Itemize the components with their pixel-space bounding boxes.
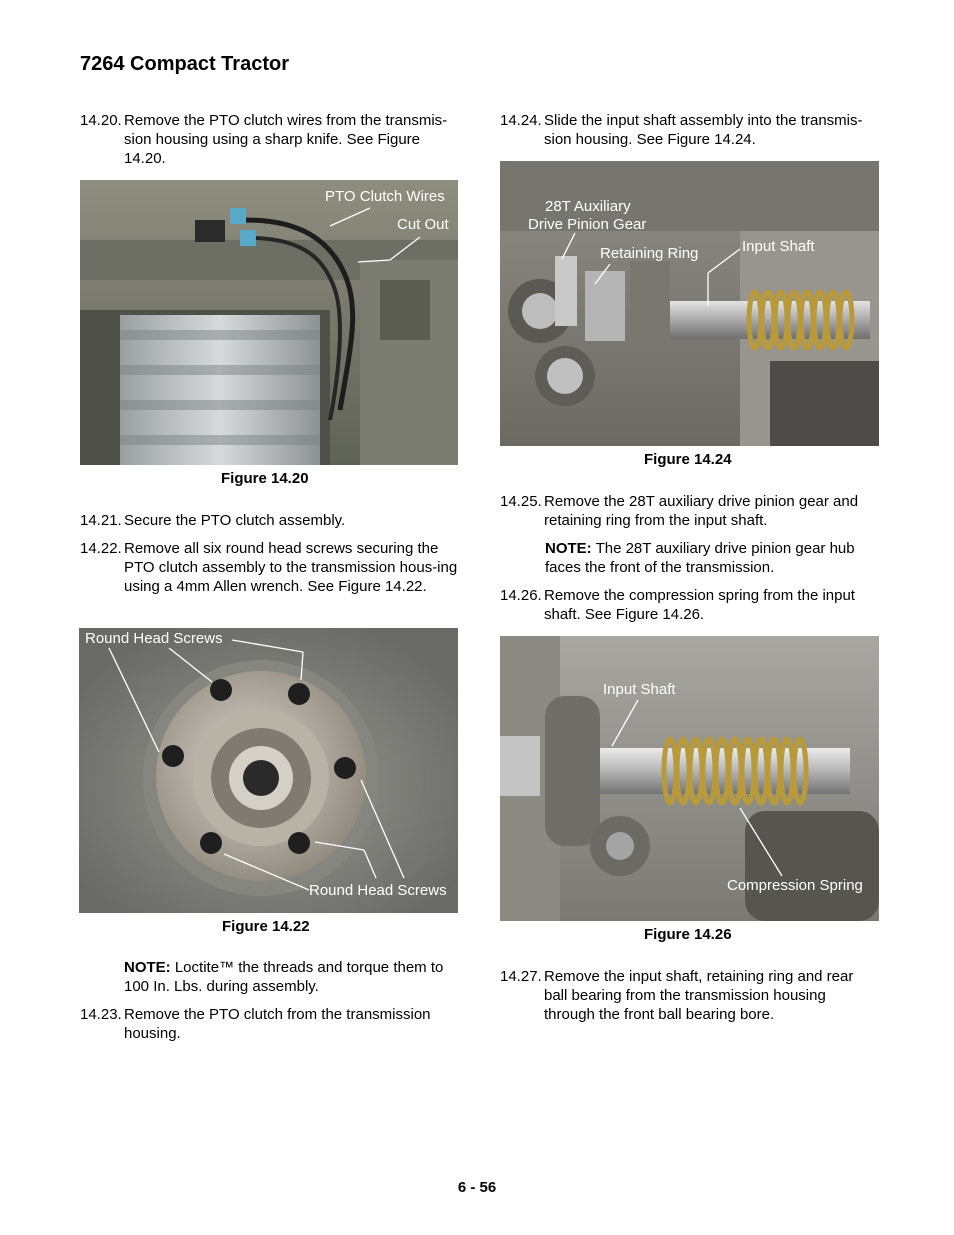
step-number: 14.23. xyxy=(80,1006,122,1023)
label-28t-line2: Drive Pinion Gear xyxy=(528,216,647,233)
step-14-20 xyxy=(80,111,460,168)
step-14-21 xyxy=(80,511,460,530)
label-round-head-screws-top: Round Head Screws xyxy=(85,630,223,647)
step-14-25 xyxy=(500,492,880,530)
figure-14-20-caption: Figure 14.20 xyxy=(221,470,309,487)
label-input-shaft: Input Shaft xyxy=(742,238,815,255)
figure-14-26-photo xyxy=(500,636,879,921)
figure-14-22-photo xyxy=(79,628,458,913)
page-number: 6 - 56 xyxy=(457,1179,497,1196)
label-retaining-ring: Retaining Ring xyxy=(600,245,699,262)
note-text: Loctite™ the threads and torque them to 100 In. Lbs. during assembly. xyxy=(124,959,444,995)
figure-14-24-photo xyxy=(500,161,879,446)
label-pto-clutch-wires: PTO Clutch Wires xyxy=(325,188,445,205)
step-text: Remove the 28T auxiliary drive pinion gear and retaining ring from the input shaft. xyxy=(544,493,859,529)
step-text: Remove the PTO clutch wires from the transmis-sion housing using a sharp knife. See Figure 14.20. xyxy=(124,112,448,167)
figure-14-22-caption: Figure 14.22 xyxy=(222,918,310,935)
step-14-24 xyxy=(500,111,880,149)
step-text: Remove all six round head screws securing the PTO clutch assembly to the transmission hous-ing using a 4mm Allen wrench. See Figure 14.22. xyxy=(124,540,458,595)
step-number: 14.24. xyxy=(500,112,542,129)
note-label: NOTE: xyxy=(124,959,171,976)
label-input-shaft: Input Shaft xyxy=(603,681,676,698)
step-text: Remove the PTO clutch from the transmission housing. xyxy=(124,1006,431,1042)
figure-14-20-photo xyxy=(80,180,458,465)
note-label: NOTE: xyxy=(545,540,592,557)
page-title: 7264 Compact Tractor xyxy=(80,53,289,75)
step-text: Secure the PTO clutch assembly. xyxy=(124,512,346,529)
note-text: The 28T auxiliary drive pinion gear hub faces the front of the transmission. xyxy=(545,540,855,576)
step-number: 14.21. xyxy=(80,512,122,529)
step-14-26 xyxy=(500,586,880,624)
label-28t-line1: 28T Auxiliary xyxy=(545,198,631,215)
step-text: Remove the compression spring from the input shaft. See Figure 14.26. xyxy=(544,587,855,623)
step-number: 14.27. xyxy=(500,968,542,985)
step-text: Remove the input shaft, retaining ring and rear ball bearing from the transmission housing through the front ball bearing bore. xyxy=(544,968,854,1023)
label-compression-spring: Compression Spring xyxy=(727,877,863,894)
label-round-head-screws-bottom: Round Head Screws xyxy=(309,882,447,899)
step-number: 14.22. xyxy=(80,540,122,557)
figure-14-24-caption: Figure 14.24 xyxy=(644,451,732,468)
step-number: 14.20. xyxy=(80,112,122,129)
step-14-22 xyxy=(80,539,460,596)
figure-14-26-caption: Figure 14.26 xyxy=(644,926,732,943)
note-loctite xyxy=(124,958,460,996)
step-number: 14.25. xyxy=(500,493,542,510)
step-14-23 xyxy=(80,1005,460,1043)
step-number: 14.26. xyxy=(500,587,542,604)
step-14-27 xyxy=(500,967,880,1024)
note-hub-direction xyxy=(545,539,880,577)
label-cut-out: Cut Out xyxy=(397,216,449,233)
step-text: Slide the input shaft assembly into the transmis-sion housing. See Figure 14.24. xyxy=(544,112,863,148)
